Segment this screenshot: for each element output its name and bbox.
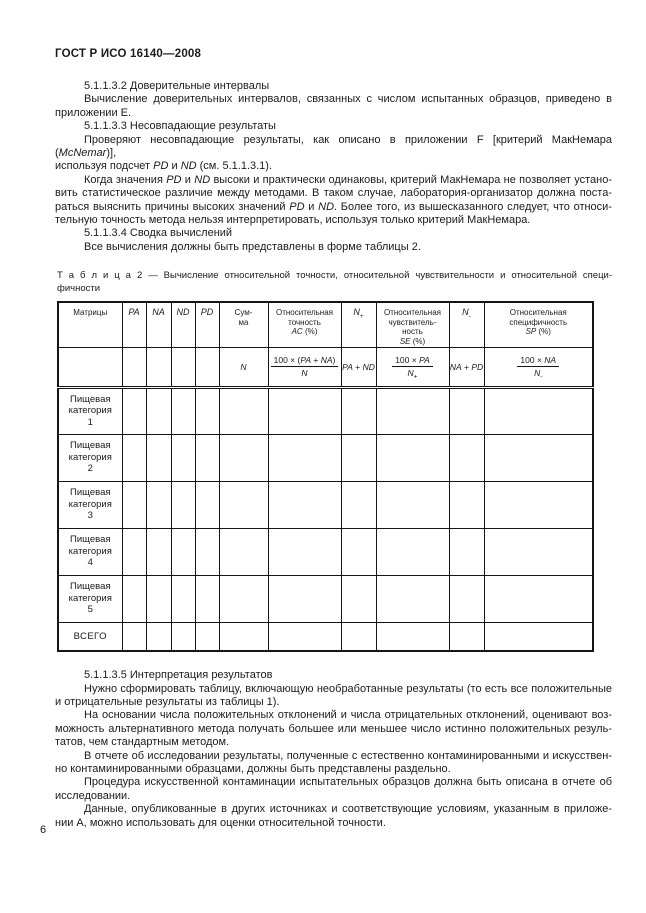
- empty-cell: [219, 622, 268, 651]
- empty-cell: [484, 575, 593, 622]
- empty-cell: [122, 622, 146, 651]
- empty-cell: [341, 481, 376, 528]
- empty-cell: [449, 481, 484, 528]
- empty-cell: [484, 481, 593, 528]
- empty-cell: [195, 387, 219, 434]
- table-row-food-category-4: [58, 528, 593, 575]
- row-label: Пищевая категория 1: [58, 387, 122, 434]
- col-header-sum: Сум- ма: [219, 302, 268, 347]
- empty-cell: [484, 622, 593, 651]
- empty-cell: [376, 481, 449, 528]
- col-header-n-plus: $N_+$: [341, 302, 376, 347]
- table-row-food-category-3: [58, 481, 593, 528]
- empty-cell: [122, 575, 146, 622]
- para-deviations-assessment: На основании числа положительных отклонений и числа отрицательных отклонений, оценивают воз- можность альтернативного метода получать большее или меньшее число истинно положительных резуль- татов, чем стандартным методом.: [55, 709, 612, 749]
- col-header-relative-sensitivity: Относительная чувствитель- ность SE (%): [376, 302, 449, 347]
- sensitivity-denominator: $N_+$: [407, 368, 418, 381]
- empty-cell: [219, 575, 268, 622]
- bottom-text-block: [55, 669, 612, 830]
- empty-cell: [146, 347, 171, 387]
- empty-cell: [171, 622, 195, 651]
- results-table: [57, 301, 594, 652]
- para-mcnemar-note: Когда значения PD и ND высоки и практически одинаковы, критерий МакНемара не позволяет устано- вить статистическое различие между методами. В таком случае, лаборатория-организатор должна поста- раться выяснить причины высоких значений PD и ND. Более того, из вышесказанного следует, что относи- тельную точность метода нельзя интерпретировать, используя только критерий МакНемара.: [55, 173, 612, 227]
- empty-cell: [122, 434, 146, 481]
- formula-specificity: [484, 347, 593, 387]
- empty-cell: [195, 481, 219, 528]
- empty-cell: [449, 387, 484, 434]
- table-caption: Т а б л и ц а 2 — Вычисление относительной точности, относительной чувствительности и относительной специ- фичности: [57, 270, 612, 294]
- empty-cell: [171, 387, 195, 434]
- formula-n-minus: NA + PD: [449, 347, 484, 387]
- row-label: Пищевая категория 2: [58, 434, 122, 481]
- row-label: Пищевая категория 4: [58, 528, 122, 575]
- para-discordant-results: Проверяют несовпадающие результаты, как описано в приложении F [критерий МакНемара (McNemar)], используя подсчет PD и ND (см. 5.1.1.3.1).: [55, 133, 612, 173]
- para-summary-of-calculations: Все вычисления должны быть представлены в форме таблицы 2.: [84, 240, 421, 253]
- empty-cell: [376, 575, 449, 622]
- table-row-food-category-2: [58, 434, 593, 481]
- empty-cell: [122, 481, 146, 528]
- para-report-separation: В отчете об исследовании результаты, полученные с естественно контаминированными и искусствен- но контаминированными образцами, должны быть представлены раздельно.: [55, 749, 612, 775]
- specificity-denominator: $N_-$: [534, 368, 543, 381]
- table-row-total: [58, 622, 593, 651]
- heading-5-1-1-3-2: 5.1.1.3.2 Доверительные интервалы: [84, 80, 270, 92]
- empty-cell: [449, 575, 484, 622]
- formula-accuracy: [268, 347, 341, 387]
- empty-cell: [484, 434, 593, 481]
- total-label: ВСЕГО: [58, 622, 122, 651]
- row-label: Пищевая категория 3: [58, 481, 122, 528]
- empty-cell: [122, 387, 146, 434]
- col-header-n-minus: $N_-$: [449, 302, 484, 347]
- empty-cell: [449, 528, 484, 575]
- formula-sensitivity: [376, 347, 449, 387]
- empty-cell: [195, 347, 219, 387]
- empty-cell: [171, 528, 195, 575]
- document-title: ГОСТ Р ИСО 16140—2008: [55, 48, 202, 60]
- empty-cell: [146, 528, 171, 575]
- empty-cell: [376, 434, 449, 481]
- empty-cell: [484, 387, 593, 434]
- para-published-data: Данные, опубликованные в других источниках и соответствующие условиям, указанным в приложе- нии А, можно использовать для оценки относительной точности.: [55, 803, 612, 829]
- empty-cell: [195, 622, 219, 651]
- empty-cell: [219, 387, 268, 434]
- empty-cell: [171, 575, 195, 622]
- empty-cell: [484, 528, 593, 575]
- table-row-food-category-1: [58, 387, 593, 434]
- formula-n-plus: PA + ND: [341, 347, 376, 387]
- accuracy-numerator: 100 × (PA + NA): [271, 355, 339, 367]
- empty-cell: [219, 434, 268, 481]
- col-header-relative-specificity: Относительная специфичность SP (%): [484, 302, 593, 347]
- empty-cell: [146, 434, 171, 481]
- empty-cell: [195, 575, 219, 622]
- heading-5-1-1-3-3: 5.1.1.3.3 Несовпадающие результаты: [84, 120, 276, 133]
- table-header-row: [58, 302, 593, 347]
- empty-cell: [449, 622, 484, 651]
- page-content: [55, 48, 612, 830]
- formula-row: [58, 347, 593, 387]
- empty-cell: [341, 434, 376, 481]
- col-header-nd: ND: [171, 302, 195, 347]
- para-contamination-procedure: Процедура искусственной контаминации испытательных образцов должна быть описана в отчете об исследовании.: [55, 776, 612, 802]
- accuracy-fraction: [271, 355, 339, 378]
- col-header-relative-accuracy: Относительная точность AC (%): [268, 302, 341, 347]
- accuracy-denominator: N: [301, 368, 308, 379]
- empty-cell: [376, 622, 449, 651]
- heading-5-1-1-3-4: 5.1.1.3.4 Сводка вычислений: [84, 227, 233, 240]
- empty-cell: [449, 434, 484, 481]
- empty-cell: [195, 434, 219, 481]
- table-row-food-category-5: [58, 575, 593, 622]
- page-number: 6: [40, 824, 47, 836]
- empty-cell: [171, 347, 195, 387]
- empty-cell: [146, 481, 171, 528]
- empty-cell: [58, 347, 122, 387]
- empty-cell: [122, 347, 146, 387]
- empty-cell: [376, 387, 449, 434]
- empty-cell: [268, 481, 341, 528]
- empty-cell: [268, 434, 341, 481]
- specificity-fraction: [517, 355, 559, 381]
- empty-cell: [146, 622, 171, 651]
- empty-cell: [341, 622, 376, 651]
- specificity-numerator: 100 × NA: [517, 355, 559, 367]
- sensitivity-fraction: [392, 355, 433, 381]
- col-header-na: NA: [146, 302, 171, 347]
- empty-cell: [268, 575, 341, 622]
- empty-cell: [341, 528, 376, 575]
- empty-cell: [146, 575, 171, 622]
- empty-cell: [122, 528, 146, 575]
- empty-cell: [146, 387, 171, 434]
- empty-cell: [341, 575, 376, 622]
- empty-cell: [219, 481, 268, 528]
- empty-cell: [268, 528, 341, 575]
- col-header-matrices: Матрицы: [58, 302, 122, 347]
- empty-cell: [219, 528, 268, 575]
- empty-cell: [195, 528, 219, 575]
- formula-sum-n: N: [219, 347, 268, 387]
- para-confidence-intervals: Вычисление доверительных интервалов, связанных с числом испытанных образцов, приведено в приложении Е.: [55, 93, 612, 119]
- empty-cell: [268, 387, 341, 434]
- empty-cell: [171, 434, 195, 481]
- empty-cell: [376, 528, 449, 575]
- col-header-pa: PA: [122, 302, 146, 347]
- heading-5-1-1-3-5: 5.1.1.3.5 Интерпретация результатов: [84, 669, 273, 682]
- empty-cell: [268, 622, 341, 651]
- empty-cell: [341, 387, 376, 434]
- empty-cell: [171, 481, 195, 528]
- para-raw-results-table: Нужно сформировать таблицу, включающую необработанные результаты (то есть все положительные и отрицательные результаты из таблицы 1).: [55, 682, 612, 708]
- sensitivity-numerator: 100 × PA: [392, 355, 433, 367]
- row-label: Пищевая категория 5: [58, 575, 122, 622]
- col-header-pd: PD: [195, 302, 219, 347]
